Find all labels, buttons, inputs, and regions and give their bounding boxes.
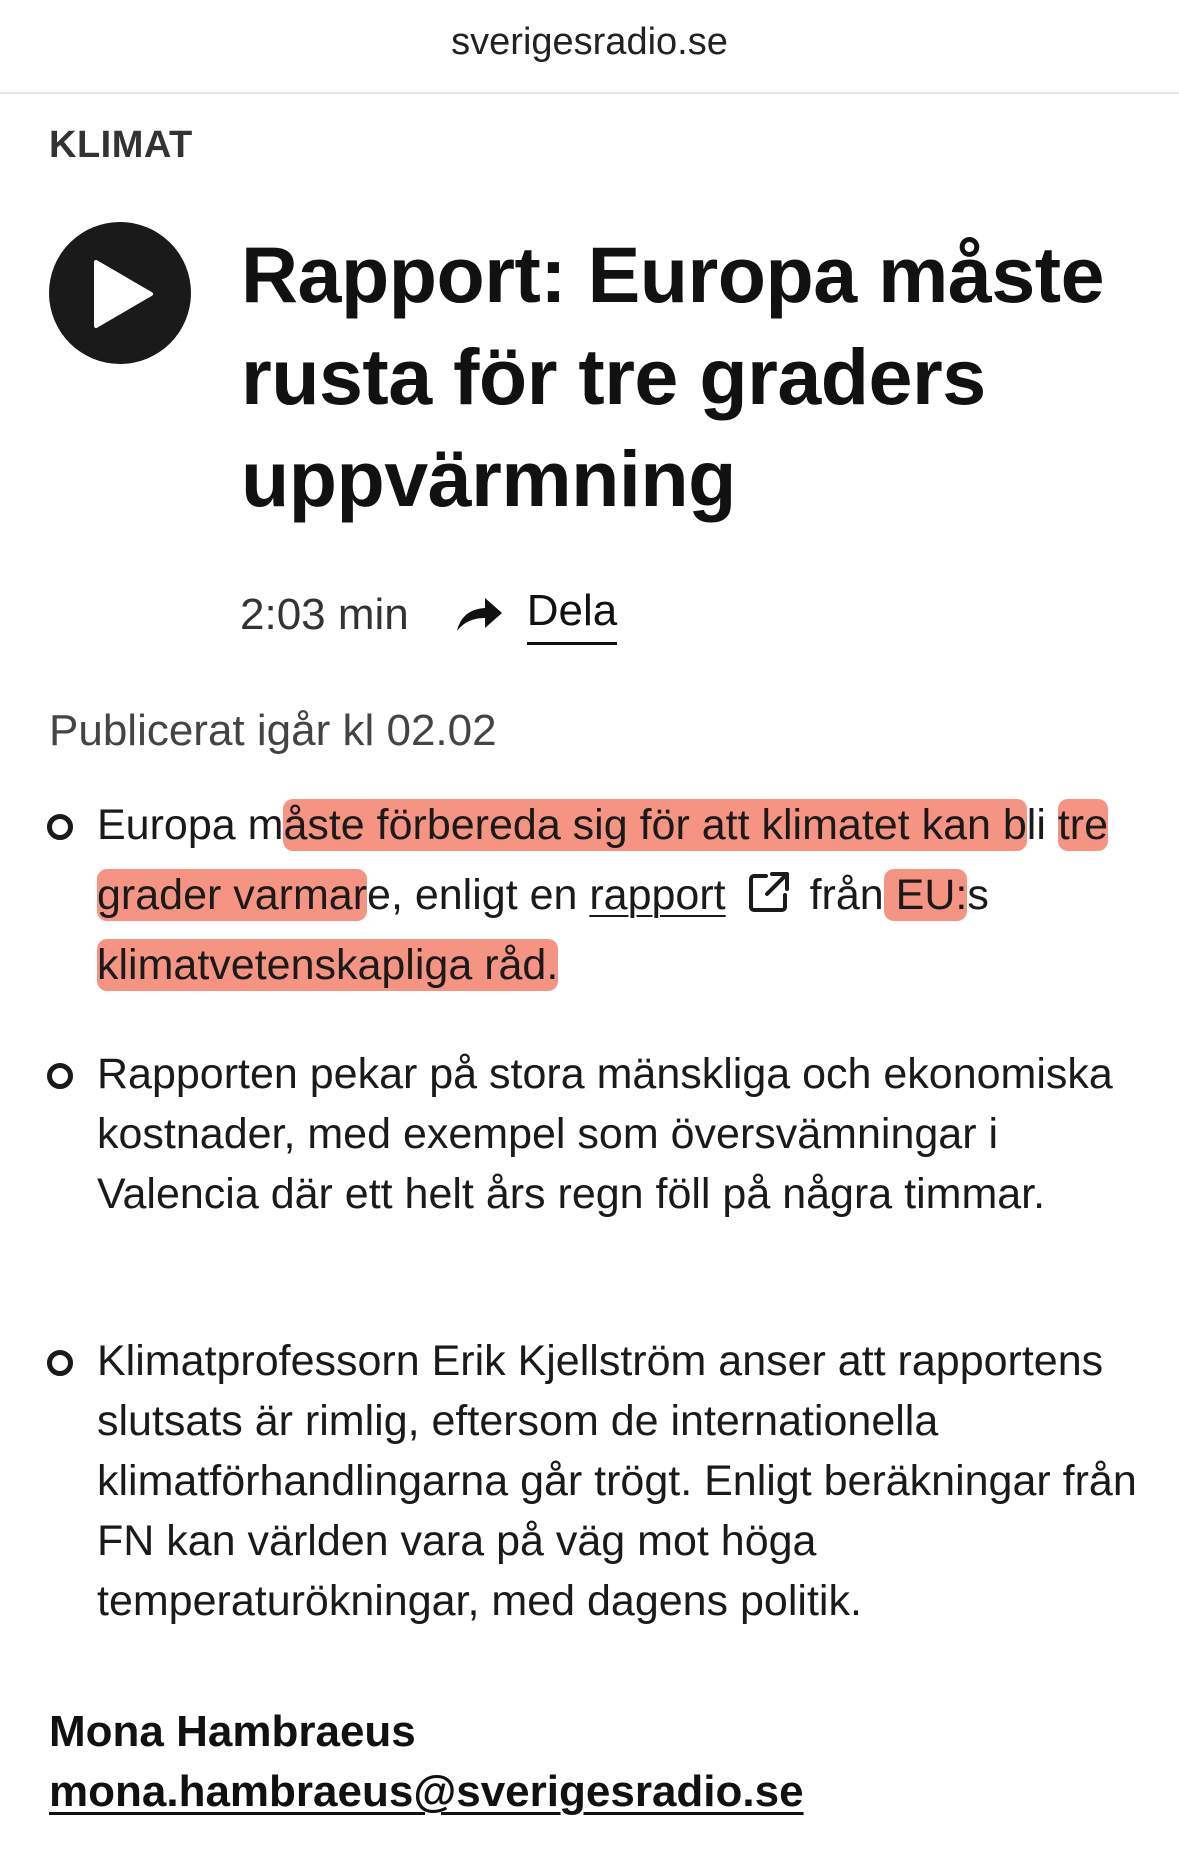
article-category: KLIMAT [49, 124, 193, 166]
list-item [97, 1044, 1147, 1224]
author-name: Mona Hambraeus [49, 1707, 416, 1756]
highlighted-text: tre grader varmar [97, 801, 1109, 919]
text-segment: li [1026, 801, 1058, 849]
list-item-text: Klimatprofessorn Erik Kjellström anser att rapportens slutsats är rimlig, eftersom de internationella klimatförhandlingarna går trögt. Enligt beräkningar från FN kan världen vara på väg mot höga temperaturökningar, med dagens politik. [97, 1337, 1137, 1625]
bullet-marker [47, 814, 73, 840]
text-segment: från [809, 871, 884, 919]
external-link-icon[interactable] [746, 869, 792, 915]
author-email-link[interactable]: mona.hambraeus@sverigesradio.se [49, 1767, 804, 1816]
highlighted-text: EU: [883, 871, 968, 919]
bullet-marker [47, 1350, 73, 1376]
report-link[interactable]: rapport [589, 871, 726, 919]
highlighted-text: åste förbereda sig för att klimatet kan b [283, 801, 1027, 849]
url-text[interactable]: sverigesradio.se [451, 20, 728, 63]
bullet-marker [47, 1063, 73, 1089]
list-item [97, 1331, 1147, 1631]
list-item [97, 790, 1147, 1000]
list-item-text: Rapporten pekar på stora mänskliga och ekonomiska kostnader, med exempel som översvämningar i Valencia där ett helt års regn föll på några timmar. [97, 1050, 1113, 1218]
text-segment: Europa m [97, 801, 284, 849]
browser-url-bar[interactable] [0, 0, 1179, 94]
published-date: Publicerat igår kl 02.02 [49, 706, 497, 755]
play-button[interactable] [49, 222, 191, 364]
highlighted-text: klimatvetenskapliga råd. [97, 941, 559, 989]
article-meta [240, 585, 617, 645]
article-headline: Rapport: Europa måste rusta för tre graders uppvärmning [241, 230, 1105, 523]
text-segment: e, enligt en [367, 871, 590, 919]
play-icon [49, 222, 191, 364]
text-segment: s [967, 871, 989, 919]
share-arrow-icon[interactable] [453, 593, 505, 637]
audio-duration: 2:03 min [240, 590, 409, 639]
share-link[interactable]: Dela [527, 586, 618, 645]
